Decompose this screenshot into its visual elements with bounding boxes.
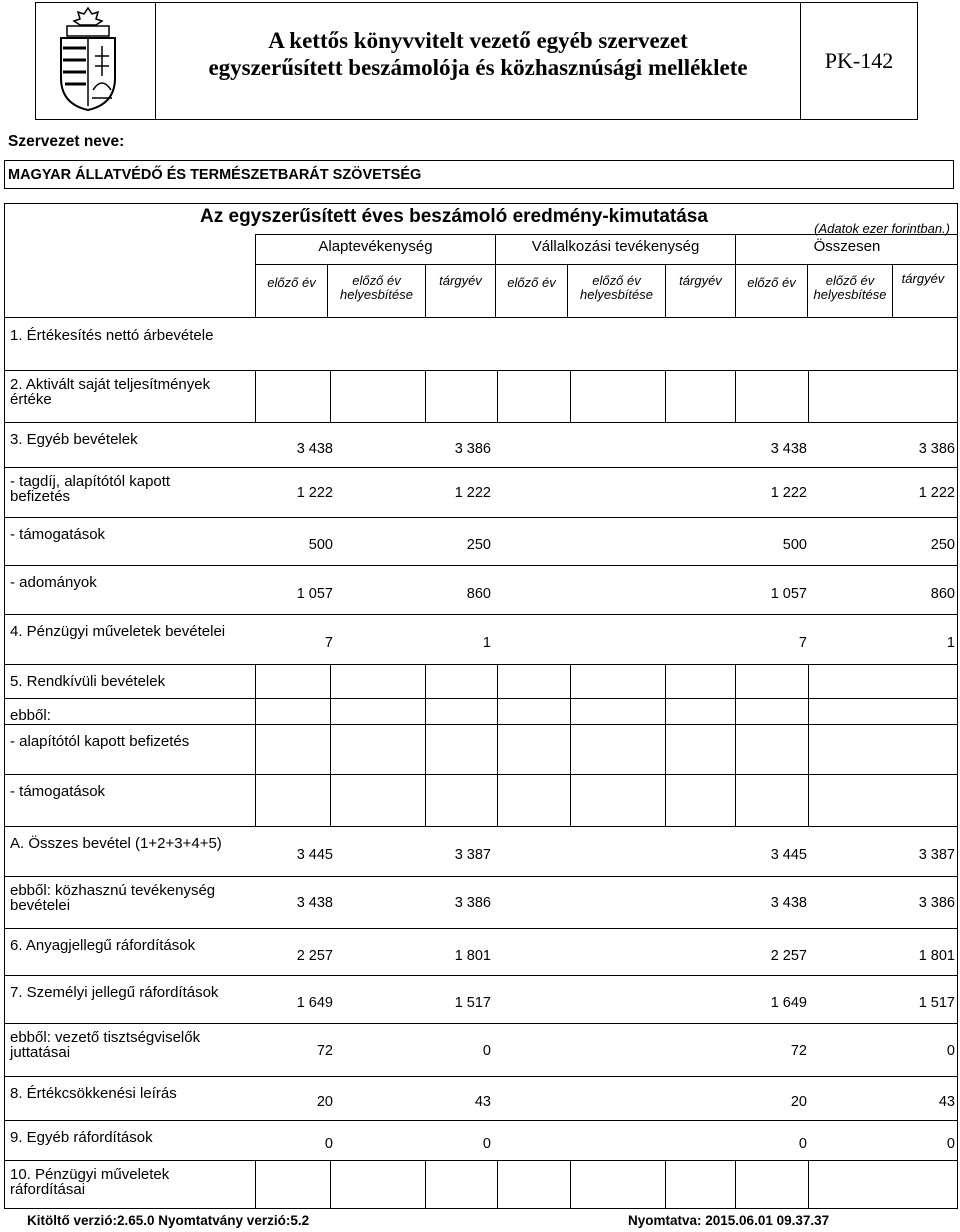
row-separator — [4, 422, 958, 423]
cell-divider — [425, 1160, 426, 1209]
row-label-line: 1. Értékesítés nettó árbevétele — [10, 327, 214, 344]
cell-divider — [570, 698, 571, 724]
ossz-prev-value: 72 — [790, 1043, 807, 1059]
group-row-top — [255, 234, 958, 235]
row-separator — [4, 614, 958, 615]
ossz-curr-value: 1 517 — [918, 995, 955, 1011]
cell-divider — [735, 698, 736, 724]
cell-divider — [497, 724, 498, 774]
row-label-line: értéke — [10, 391, 52, 408]
alap-curr-value: 1 801 — [454, 948, 491, 964]
form-title-line2: egyszerűsített beszámolója és közhasznúsági melléklete — [208, 55, 748, 80]
alap-prev-value: 3 445 — [296, 847, 333, 863]
vall-corr-header — [568, 274, 665, 302]
row-label — [10, 674, 255, 689]
alap-curr-value: 1 — [482, 635, 491, 651]
row-label-line: 9. Egyéb ráfordítások — [10, 1129, 153, 1146]
row-separator — [4, 1160, 958, 1161]
row-label-line: 3. Egyéb bevételek — [10, 431, 138, 448]
alap-prev-value: 500 — [308, 537, 333, 553]
form-title — [156, 27, 800, 81]
vall-corr-header-line2: helyesbítése — [580, 287, 653, 302]
vall-curr-header: tárgyév — [679, 273, 722, 288]
row-label-line: - támogatások — [10, 526, 106, 543]
row-separator — [4, 1023, 958, 1024]
row-separator — [4, 565, 958, 566]
ossz-prev-value: 1 649 — [770, 995, 807, 1011]
group-osszesen: Összesen — [813, 238, 881, 255]
cell-divider — [665, 774, 666, 826]
cell-divider — [425, 724, 426, 774]
cell-divider — [665, 370, 666, 422]
alap-prev-value: 72 — [316, 1043, 333, 1059]
vall-corr-header-line1: előző év — [592, 273, 641, 288]
ossz-corr-header-line2: helyesbítése — [813, 287, 887, 302]
cell-divider — [808, 664, 809, 698]
row-separator — [4, 664, 958, 665]
cell-divider — [497, 370, 498, 422]
ossz-prev-value: 2 257 — [770, 948, 807, 964]
vall-prev-header: előző év — [507, 275, 556, 290]
alap-curr-value: 250 — [466, 537, 491, 553]
form-title-line1: A kettős könyvvitelt vezető egyéb szervezet — [268, 28, 688, 53]
row-label — [10, 708, 255, 723]
row-label — [10, 784, 255, 799]
alap-prev-value: 1 222 — [296, 485, 333, 501]
row-label-line: ebből: — [10, 707, 51, 724]
alap-prev-value: 2 257 — [296, 948, 333, 964]
group-alap: Alaptevékenység — [318, 238, 433, 255]
row-label-line: 6. Anyagjellegű ráfordítások — [10, 937, 196, 954]
ossz-curr-value: 3 386 — [918, 441, 955, 457]
cell-divider — [497, 1160, 498, 1209]
cell-divider — [497, 664, 498, 698]
row-separator — [4, 698, 958, 699]
ossz-prev-value: 1 057 — [770, 586, 807, 602]
cell-divider — [330, 698, 331, 724]
cell-divider — [255, 698, 256, 724]
row-label — [10, 1167, 255, 1197]
row-label-line: juttatásai — [10, 1044, 71, 1061]
ossz-curr-value: 1 801 — [918, 948, 955, 964]
cell-divider — [808, 370, 809, 422]
row-separator — [4, 370, 958, 371]
footer-printed: Nyomtatva: 2015.06.01 09.37.37 — [628, 1213, 830, 1228]
alap-curr-value: 0 — [482, 1136, 491, 1152]
alap-curr-value: 3 386 — [454, 441, 491, 457]
row-label-line: ráfordításai — [10, 1181, 86, 1198]
subcol-divider — [425, 264, 426, 317]
ossz-curr-value: 3 386 — [918, 895, 955, 911]
ossz-corr-header — [808, 274, 892, 302]
row-label-line: 10. Pénzügyi műveletek — [10, 1166, 170, 1183]
group-row-bottom — [255, 264, 958, 265]
cell-divider — [255, 724, 256, 774]
cell-divider — [330, 664, 331, 698]
ossz-curr-header: tárgyév — [901, 271, 945, 286]
cell-divider — [665, 698, 666, 724]
alap-corr-header — [328, 274, 425, 302]
cell-divider — [735, 724, 736, 774]
ossz-curr-value: 0 — [946, 1043, 955, 1059]
row-label-line: - támogatások — [10, 783, 106, 800]
cell-divider — [570, 370, 571, 422]
cell-divider — [255, 1160, 256, 1209]
coat-of-arms-icon — [55, 6, 121, 112]
alap-curr-value: 860 — [466, 586, 491, 602]
alap-prev-value: 20 — [316, 1094, 333, 1110]
ossz-prev-value: 7 — [798, 635, 807, 651]
ossz-prev-value: 3 438 — [770, 441, 807, 457]
alap-curr-value: 3 387 — [454, 847, 491, 863]
footer-version: Kitöltő verzió:2.65.0 Nyomtatvány verzió:5.2 — [27, 1213, 310, 1228]
row-label-line: - tagdíj, alapítótól kapott — [10, 473, 171, 490]
row-label-line: befizetés — [10, 488, 71, 505]
cell-divider — [425, 698, 426, 724]
cell-divider — [808, 774, 809, 826]
cell-divider — [330, 724, 331, 774]
ossz-curr-value: 43 — [938, 1094, 955, 1110]
cell-divider — [425, 774, 426, 826]
cell-divider — [808, 1160, 809, 1209]
row-separator — [4, 1076, 958, 1077]
org-label: Szervezet neve: — [8, 133, 125, 150]
cell-divider — [665, 664, 666, 698]
alap-curr-value: 0 — [482, 1043, 491, 1059]
cell-divider — [330, 1160, 331, 1209]
org-name: MAGYAR ÁLLATVÉDŐ ÉS TERMÉSZETBARÁT SZÖVETSÉG — [8, 167, 422, 183]
ossz-prev-value: 3 438 — [770, 895, 807, 911]
row-label-line: 2. Aktivált saját teljesítmények — [10, 376, 211, 393]
cell-divider — [425, 370, 426, 422]
row-separator — [4, 467, 958, 468]
row-label-line: 7. Személyi jellegű ráfordítások — [10, 984, 219, 1001]
row-separator — [4, 876, 958, 877]
table-header-bottom — [4, 317, 958, 318]
row-label-line: ebből: vezető tisztségviselők — [10, 1029, 201, 1046]
ossz-curr-value: 860 — [930, 586, 955, 602]
form-code: PK-142 — [824, 48, 894, 73]
cell-divider — [735, 774, 736, 826]
alap-prev-value: 3 438 — [296, 441, 333, 457]
alap-curr-value: 1 222 — [454, 485, 491, 501]
alap-prev-value: 1 057 — [296, 586, 333, 602]
alap-corr-header-line1: előző év — [352, 273, 401, 288]
cell-divider — [570, 724, 571, 774]
row-separator — [4, 774, 958, 775]
cell-divider — [425, 664, 426, 698]
row-label-line: bevételei — [10, 897, 71, 914]
subcol-divider — [665, 264, 666, 317]
alap-prev-header: előző év — [267, 275, 316, 290]
ossz-prev-value: 500 — [782, 537, 807, 553]
ossz-prev-value: 3 445 — [770, 847, 807, 863]
cell-divider — [330, 370, 331, 422]
row-separator — [4, 928, 958, 929]
alap-prev-value: 7 — [324, 635, 333, 651]
row-label-line: 4. Pénzügyi műveletek bevételei — [10, 623, 226, 640]
ossz-prev-value: 20 — [790, 1094, 807, 1110]
row-label-line: - alapítótól kapott befizetés — [10, 733, 190, 750]
ossz-curr-value: 250 — [930, 537, 955, 553]
row-label-line: A. Összes bevétel (1+2+3+4+5) — [10, 835, 222, 852]
ossz-prev-value: 1 222 — [770, 485, 807, 501]
alap-prev-value: 1 649 — [296, 995, 333, 1011]
alap-curr-value: 3 386 — [454, 895, 491, 911]
ossz-curr-value: 1 — [946, 635, 955, 651]
ossz-prev-header: előző év — [747, 275, 796, 290]
cell-divider — [735, 664, 736, 698]
row-label — [10, 377, 255, 407]
alap-prev-value: 0 — [324, 1136, 333, 1152]
cell-divider — [808, 724, 809, 774]
cell-divider — [808, 698, 809, 724]
ossz-prev-value: 0 — [798, 1136, 807, 1152]
ossz-corr-header-line1: előző év — [825, 273, 875, 288]
cell-divider — [497, 698, 498, 724]
row-label — [10, 328, 255, 343]
cell-divider — [570, 1160, 571, 1209]
row-label-line: - adományok — [10, 574, 97, 591]
row-separator — [4, 724, 958, 725]
ossz-curr-value: 0 — [946, 1136, 955, 1152]
alap-prev-value: 3 438 — [296, 895, 333, 911]
cell-divider — [497, 774, 498, 826]
alap-curr-value: 1 517 — [454, 995, 491, 1011]
cell-divider — [255, 774, 256, 826]
alap-curr-value: 43 — [474, 1094, 491, 1110]
row-label-line: 8. Értékcsökkenési leírás — [10, 1085, 177, 1102]
cell-divider — [330, 774, 331, 826]
ossz-curr-value: 1 222 — [918, 485, 955, 501]
cell-divider — [570, 774, 571, 826]
row-separator — [4, 517, 958, 518]
group-vallalkozasi: Vállalkozási tevékenység — [531, 238, 700, 255]
cell-divider — [255, 370, 256, 422]
cell-divider — [735, 370, 736, 422]
cell-divider — [735, 1160, 736, 1209]
row-separator — [4, 1120, 958, 1121]
alap-corr-header-line2: helyesbítése — [340, 287, 413, 302]
cell-divider — [570, 664, 571, 698]
row-separator — [4, 826, 958, 827]
cell-divider — [665, 724, 666, 774]
unit-note: (Adatok ezer forintban.) — [814, 221, 950, 236]
alap-curr-header: tárgyév — [439, 273, 482, 288]
row-separator — [4, 975, 958, 976]
cell-divider — [255, 664, 256, 698]
cell-divider — [665, 1160, 666, 1209]
row-label-line: ebből: közhasznú tevékenység — [10, 882, 216, 899]
row-label — [10, 734, 255, 749]
statement-title: Az egyszerűsített éves beszámoló eredmény-kimutatása — [200, 206, 708, 227]
ossz-curr-value: 3 387 — [918, 847, 955, 863]
row-label-line: 5. Rendkívüli bevételek — [10, 673, 166, 690]
